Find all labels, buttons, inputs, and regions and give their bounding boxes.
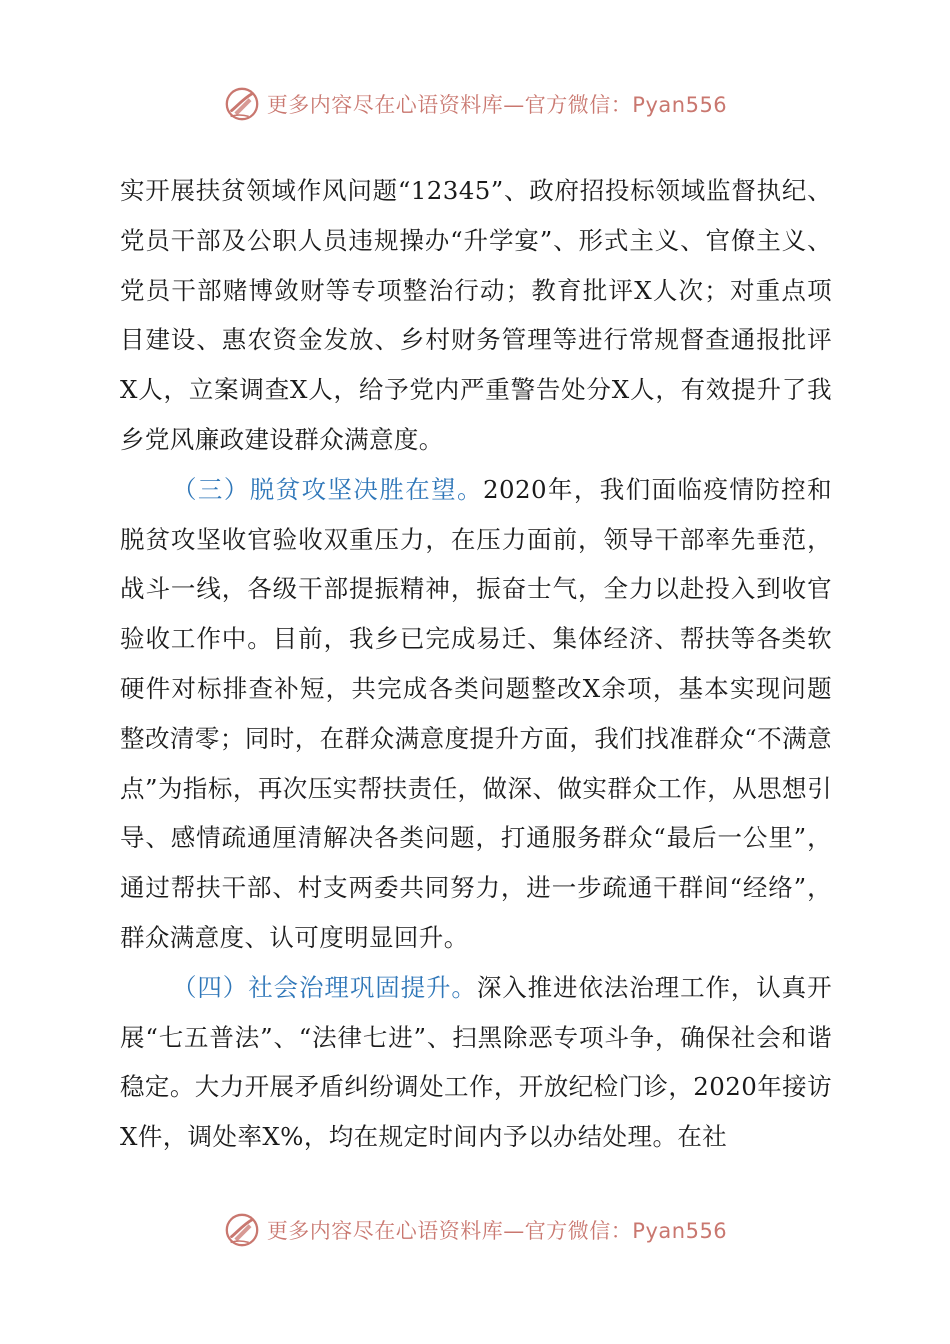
paragraph-1 <box>120 166 832 465</box>
paragraph-1-text: 实开展扶贫领域作风问题“12345”、政府招投标领域监督执纪、党员干部及公职人员违规操办“升学宴”、形式主义、官僚主义、党员干部赌博敛财等专项整治行动；教育批评X人次；对重点项目建设、惠农资金发放、乡村财务管理等进行常规督查通报批评X人，立案调查X人，给予党内严重警告处分X人，有效提升了我乡党风廉政建设群众满意度。 <box>120 176 832 454</box>
document-body <box>120 166 832 1162</box>
section-heading-3: （三）脱贫攻坚决胜在望。 <box>172 474 483 504</box>
pen-logo-icon <box>223 1211 261 1249</box>
paragraph-2 <box>120 465 832 963</box>
paragraph-2-text: 2020年，我们面临疫情防控和脱贫攻坚收官验收双重压力，在压力面前，领导干部率先垂范，战斗一线，各级干部提振精神，振奋士气，全力以赴投入到收官验收工作中。目前，我乡已完成易迁、集体经济、帮扶等各类软硬件对标排查补短，共完成各类问题整改X余项，基本实现问题整改清零；同时，在群众满意度提升方面，我们找准群众“不满意点”为指标，再次压实帮扶责任，做深、做实群众工作，从思想引导、感情疏通厘清解决各类问题，打通服务群众“最后一公里”，通过帮扶干部、村支两委共同努力，进一步疏通干群间“经络”，群众满意度、认可度明显回升。 <box>120 474 832 952</box>
section-heading-4: （四）社会治理巩固提升。 <box>172 972 477 1002</box>
header-watermark <box>0 82 950 126</box>
footer-watermark <box>0 1208 950 1252</box>
watermark-text: 更多内容尽在心语资料库—官方微信：Pyan556 <box>266 1219 728 1243</box>
paragraph-3-text: 深入推进依法治理工作，认真开展“七五普法”、“法律七进”、扫黑除恶专项斗争，确保社会和谐稳定。大力开展矛盾纠纷调处工作，开放纪检门诊，2020年接访X件，调处率X%，均在规定时间内予以办结处理。在社 <box>120 972 832 1152</box>
watermark-text: 更多内容尽在心语资料库—官方微信：Pyan556 <box>266 93 728 117</box>
pen-logo-icon <box>223 85 261 123</box>
paragraph-3 <box>120 963 832 1162</box>
